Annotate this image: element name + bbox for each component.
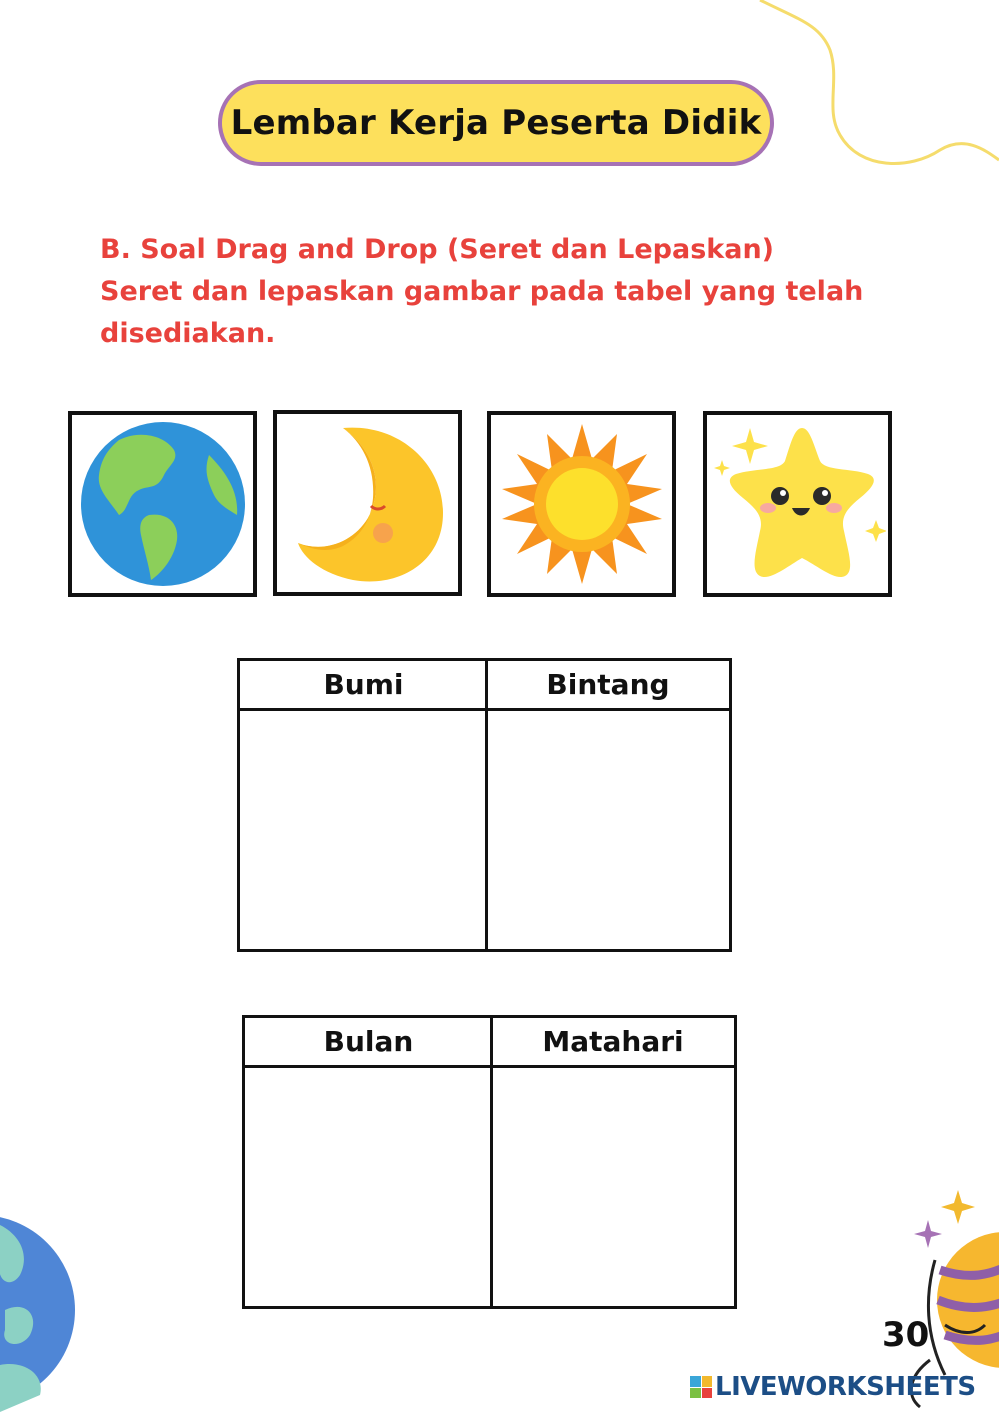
drag-card-moon[interactable] (273, 410, 462, 596)
decorative-planet-icon (0, 1200, 80, 1412)
drop-table-2 (242, 1015, 737, 1309)
drop-table-1 (237, 658, 732, 952)
drop-zone-bumi[interactable] (240, 711, 485, 949)
brand-name: LIVEWORKSHEETS (715, 1372, 976, 1402)
crescent-moon-icon (283, 418, 453, 588)
drop-zone-matahari[interactable] (493, 1068, 734, 1306)
table-header-matahari: Matahari (492, 1018, 734, 1068)
drag-card-star[interactable] (703, 411, 892, 597)
instruction-text-line: Seret dan lepaskan gambar pada tabel yang telah (100, 276, 864, 307)
earth-icon (79, 420, 247, 588)
table-header-bintang: Bintang (487, 661, 729, 711)
page-title: Lembar Kerja Peserta Didik (230, 103, 762, 143)
table-header-bulan: Bulan (245, 1018, 492, 1068)
liveworksheets-logo-icon (690, 1376, 712, 1398)
page-number: 30 (882, 1315, 930, 1355)
star-icon (710, 416, 886, 592)
page-title-banner (218, 80, 774, 166)
instruction-text-line: disediakan. (100, 318, 276, 349)
section-heading: B. Soal Drag and Drop (Seret dan Lepaskan) (100, 234, 775, 265)
decorative-squiggle (740, 0, 999, 180)
drag-card-earth[interactable] (68, 411, 257, 597)
drop-zone-bulan[interactable] (245, 1068, 490, 1306)
drop-zone-bintang[interactable] (488, 711, 729, 949)
sun-icon (497, 419, 667, 589)
brand-logo[interactable] (690, 1372, 976, 1402)
drag-card-sun[interactable] (487, 411, 676, 597)
table-header-bumi: Bumi (240, 661, 487, 711)
